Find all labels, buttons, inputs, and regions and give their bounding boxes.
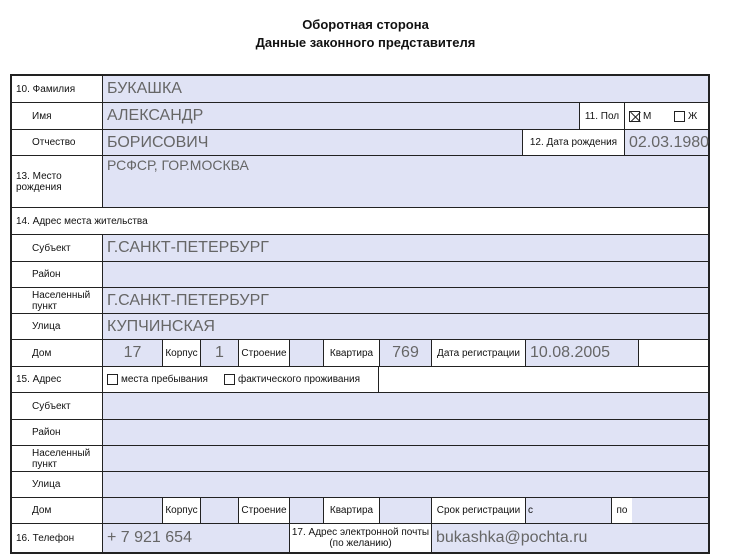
gender-m-label: М xyxy=(643,110,652,122)
building2-field[interactable] xyxy=(201,498,239,523)
email-label: 17. Адрес электронной почты (по желанию) xyxy=(290,524,432,552)
actual-residence-checkbox[interactable] xyxy=(224,374,235,385)
residence-address-heading: 14. Адрес места жительства xyxy=(16,215,148,227)
subject-field[interactable]: Г.САНКТ-ПЕТЕРБУРГ xyxy=(103,235,708,261)
birth-date-field[interactable]: 02.03.1980 xyxy=(625,130,708,155)
row-contacts xyxy=(12,523,708,552)
row-surname xyxy=(12,76,708,102)
row-district xyxy=(12,261,708,287)
gender-f-checkbox[interactable] xyxy=(674,111,685,122)
name-label: Имя xyxy=(12,103,103,129)
structure-label: Строение xyxy=(239,340,290,366)
period-from-label: с xyxy=(528,505,533,516)
locality-field[interactable]: Г.САНКТ-ПЕТЕРБУРГ xyxy=(103,288,708,313)
actual-residence-label: фактического проживания xyxy=(238,374,361,385)
street2-label: Улица xyxy=(12,472,103,497)
street2-field[interactable] xyxy=(103,472,708,497)
patronymic-label: Отчество xyxy=(12,130,103,155)
row-locality-2 xyxy=(12,445,708,471)
email-field[interactable]: bukashka@pochta.ru xyxy=(432,524,708,552)
row-street-2 xyxy=(12,471,708,497)
actual-residence-option[interactable] xyxy=(224,367,379,392)
subject-label: Субъект xyxy=(12,235,103,261)
district2-label: Район xyxy=(12,420,103,445)
name-field[interactable]: АЛЕКСАНДР xyxy=(103,103,580,129)
surname-label: 10. Фамилия xyxy=(12,76,103,102)
patronymic-field[interactable]: БОРИСОВИЧ xyxy=(103,130,523,155)
period-to-field[interactable] xyxy=(632,498,708,523)
gender-m-option[interactable] xyxy=(629,103,669,129)
house-field[interactable]: 17 xyxy=(103,340,163,366)
phone-label: 16. Телефон xyxy=(12,524,103,552)
row-subject-2 xyxy=(12,392,708,419)
period-to-label: по xyxy=(616,505,628,516)
birth-place-field[interactable]: РСФСР, ГОР.МОСКВА xyxy=(103,156,708,207)
row-locality xyxy=(12,287,708,313)
registration-date-field[interactable]: 10.08.2005 xyxy=(526,340,639,366)
row-name xyxy=(12,102,708,129)
stay-place-option[interactable] xyxy=(107,367,219,392)
house2-field[interactable] xyxy=(103,498,163,523)
house-label: Дом xyxy=(12,340,103,366)
representative-form xyxy=(10,74,710,554)
page-title-side: Оборотная сторона xyxy=(302,17,429,32)
stay-place-label: места пребывания xyxy=(121,374,208,385)
row-address15 xyxy=(12,366,708,392)
row-residence-header xyxy=(12,207,708,234)
gender-f-option[interactable] xyxy=(674,103,708,129)
apartment-field[interactable]: 769 xyxy=(380,340,432,366)
registration-period-label: Срок регистрации xyxy=(432,498,526,523)
row-patronymic xyxy=(12,129,708,155)
gender-label: 11. Пол xyxy=(580,103,625,129)
locality2-label: Населенный пункт xyxy=(12,446,103,471)
house2-label: Дом xyxy=(12,498,103,523)
registration-date-blank xyxy=(639,340,708,366)
apartment-label: Квартира xyxy=(324,340,380,366)
stay-place-checkbox[interactable] xyxy=(107,374,118,385)
registration-date-label: Дата регистрации xyxy=(432,340,526,366)
row-house-2 xyxy=(12,497,708,523)
apartment2-field[interactable] xyxy=(380,498,432,523)
gender-m-checkbox[interactable] xyxy=(629,111,640,122)
gender-f-label: Ж xyxy=(688,110,698,122)
birth-date-label: 12. Дата рождения xyxy=(523,130,625,155)
district2-field[interactable] xyxy=(103,420,708,445)
row-district-2 xyxy=(12,419,708,445)
structure2-field[interactable] xyxy=(290,498,324,523)
page-title-section: Данные законного представителя xyxy=(255,35,476,50)
building-label: Корпус xyxy=(163,340,201,366)
row-street xyxy=(12,313,708,339)
street-field[interactable]: КУПЧИНСКАЯ xyxy=(103,314,708,339)
locality2-field[interactable] xyxy=(103,446,708,471)
address15-label: 15. Адрес xyxy=(12,367,103,392)
building-field[interactable]: 1 xyxy=(201,340,239,366)
structure2-label: Строение xyxy=(239,498,290,523)
apartment2-label: Квартира xyxy=(324,498,380,523)
street-label: Улица xyxy=(12,314,103,339)
row-subject xyxy=(12,234,708,261)
district-field[interactable] xyxy=(103,262,708,287)
locality-label: Населенный пункт xyxy=(12,288,103,313)
building2-label: Корпус xyxy=(163,498,201,523)
row-house xyxy=(12,339,708,366)
district-label: Район xyxy=(12,262,103,287)
birth-place-label: 13. Место рождения xyxy=(12,156,103,207)
subject2-field[interactable] xyxy=(103,393,708,419)
row-birth-place xyxy=(12,155,708,207)
period-from-field[interactable] xyxy=(526,498,612,523)
structure-field[interactable] xyxy=(290,340,324,366)
subject2-label: Субъект xyxy=(12,393,103,419)
phone-field[interactable]: + 7 921 654 xyxy=(103,524,290,552)
surname-field[interactable]: БУКАШКА xyxy=(103,76,708,102)
